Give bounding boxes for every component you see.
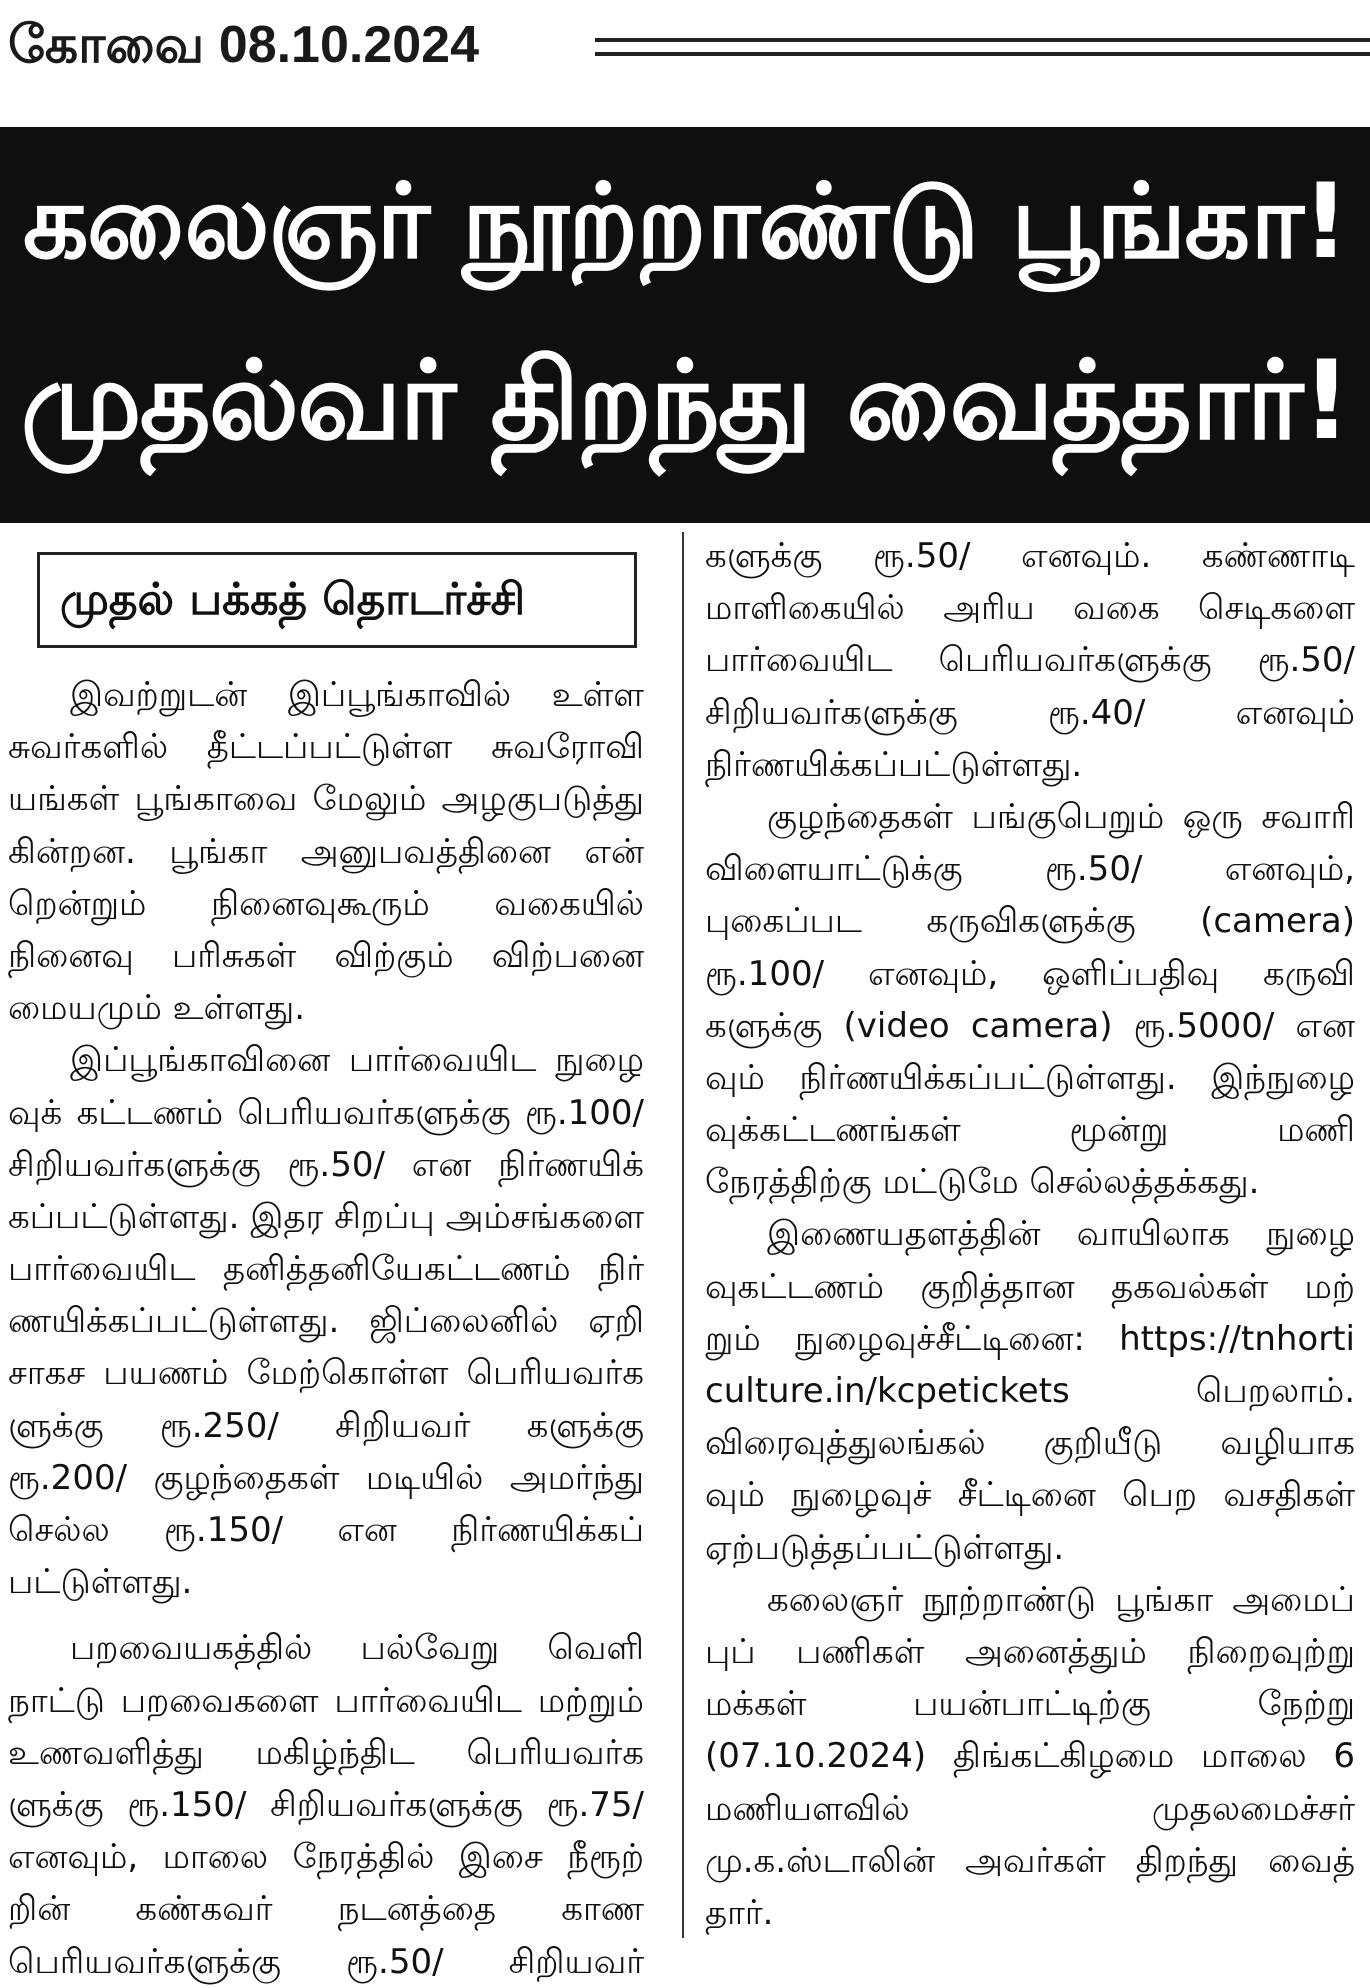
dateline-rule (595, 38, 1370, 56)
article-line: குழந்தைகள் பங்குபெறும் ஒரு சவாரி (767, 796, 1355, 837)
article-line: நிர்ணயிக்கப்பட்டுள்ளது. (705, 744, 1083, 785)
article-line: சுவர்களில் தீட்டப்பட்டுள்ள சுவரோவி (8, 727, 644, 768)
article-line: பெரியவர்களுக்கு ரூ.50/ சிறியவர் (8, 1941, 644, 1982)
article-line: வும் நிர்ணயிக்கப்பட்டுள்ளது. இந்நுழை (705, 1057, 1355, 1098)
article-line: கின்றன. பூங்கா அனுபவத்தினை என் (8, 831, 644, 872)
article-line: ளுக்கு ரூ.250/ சிறியவர் களுக்கு (8, 1405, 644, 1446)
article-line: களுக்கு (video camera) ரூ.5000/ என (705, 1005, 1355, 1046)
article-line: மாளிகையில் அரிய வகை செடிகளை (705, 588, 1355, 629)
article-line: மு.க.ஸ்டாலின் அவர்கள் திறந்து வைத் (705, 1840, 1355, 1881)
article-line: வும் நுழைவுச் சீட்டினை பெற வசதிகள் (705, 1475, 1355, 1516)
article-line: வுக் கட்டணம் பெரியவர்களுக்கு ரூ.100/ (8, 1092, 644, 1133)
headline-banner (0, 127, 1370, 523)
dateline: கோவை 08.10.2024 (8, 16, 480, 74)
article-line: றென்றும் நினைவுகூரும் வகையில் (8, 883, 644, 924)
article-line: வுகட்டணம் குறித்தான தகவல்கள் மற் (705, 1266, 1355, 1307)
article-line: மக்கள் பயன்பாட்டிற்கு நேற்று (705, 1684, 1355, 1725)
continuation-label: முதல் பக்கத் தொடர்ச்சி (60, 574, 526, 625)
article-line: கலைஞர் நூற்றாண்டு பூங்கா அமைப் (767, 1579, 1355, 1620)
article-line: விரைவுத்துலங்கல் குறியீடு வழியாக (705, 1423, 1355, 1464)
article-line: றின் கண்கவர் நடனத்தை காண (8, 1889, 644, 1930)
headline-line-2: முதல்வர் திறந்து வைத்தார்! (20, 337, 1350, 464)
article-line: இப்பூங்காவினை பார்வையிட நுழை (70, 1040, 644, 1081)
paragraph-gap (8, 1608, 644, 1622)
article-line: தார். (705, 1892, 774, 1933)
article-line: (07.10.2024) திங்கட்கிழமை மாலை 6 (705, 1736, 1355, 1777)
article-line: ளுக்கு ரூ.150/ சிறியவர்களுக்கு ரூ.75/ (8, 1784, 644, 1825)
article-line: கப்பட்டுள்ளது. இதர சிறப்பு அம்சங்களை (8, 1196, 644, 1237)
article-line: சிறியவர்களுக்கு ரூ.50/ என நிர்ணயிக் (8, 1144, 644, 1185)
article-line: செல்ல ரூ.150/ என நிர்ணயிக்கப் (8, 1510, 644, 1550)
article-line: culture.in/kcpetickets பெறலாம். (705, 1371, 1355, 1411)
article-line: களுக்கு ரூ.50/ எனவும். கண்ணாடி (705, 536, 1355, 576)
left-column (8, 669, 644, 1988)
article-line: ணயிக்கப்பட்டுள்ளது. ஜிப்லைனில் ஏறி (8, 1301, 644, 1342)
article-line: ஏற்படுத்தப்பட்டுள்ளது. (705, 1527, 1065, 1568)
article-line: இவற்றுடன் இப்பூங்காவில் உள்ள (70, 675, 644, 715)
article-line: விளையாட்டுக்கு ரூ.50/ எனவும், (705, 849, 1355, 890)
article-line: வுக்கட்டணங்கள் மூன்று மணி (705, 1110, 1355, 1151)
article-line: சிறியவர்களுக்கு ரூ.40/ எனவும் (705, 692, 1355, 733)
article-line: யங்கள் பூங்காவை மேலும் அழகுபடுத்து (8, 779, 644, 820)
column-divider (682, 532, 684, 1938)
headline-line-1: கலைஞர் நூற்றாண்டு பூங்கா! (22, 162, 1348, 282)
article-line: மையமும் உள்ளது. (8, 988, 306, 1029)
article-line: நாட்டு பறவைகளை பார்வையிட மற்றும் (8, 1680, 644, 1721)
article-line: ரூ.200/ குழந்தைகள் மடியில் அமர்ந்து (8, 1457, 644, 1498)
article-line: எனவும், மாலை நேரத்தில் இசை நீரூற் (8, 1837, 644, 1878)
article-line: பட்டுள்ளது. (8, 1562, 193, 1603)
article-line: நேரத்திற்கு மட்டுமே செல்லத்தக்கது. (705, 1162, 1260, 1203)
article-line: புகைப்பட கருவிகளுக்கு (camera) (705, 901, 1355, 942)
article-line: இணையதளத்தின் வாயிலாக நுழை (767, 1214, 1355, 1255)
article-line: பறவையகத்தில் பல்வேறு வெளி (70, 1628, 644, 1669)
article-line: சாகச பயணம் மேற்கொள்ள பெரியவர்க (8, 1353, 644, 1394)
article-line: உணவளித்து மகிழ்ந்திட பெரியவர்க (8, 1732, 644, 1773)
article-line: ரூ.100/ எனவும், ஒளிப்பதிவு கருவி (705, 953, 1355, 994)
article-line: மணியளவில் முதலமைச்சர் (705, 1788, 1355, 1829)
article-line: பார்வையிட பெரியவர்களுக்கு ரூ.50/ (705, 640, 1355, 681)
continuation-box (37, 552, 637, 648)
article-line: றும் நுழைவுச்சீட்டினை: https://tnhorti (705, 1318, 1355, 1359)
right-column (705, 530, 1355, 1939)
article-line: பார்வையிட தனித்தனியேகட்டணம் நிர் (8, 1249, 644, 1290)
article-line: புப் பணிகள் அனைத்தும் நிறைவுற்று (705, 1631, 1355, 1672)
article-line: நினைவு பரிசுகள் விற்கும் விற்பனை (8, 935, 644, 976)
